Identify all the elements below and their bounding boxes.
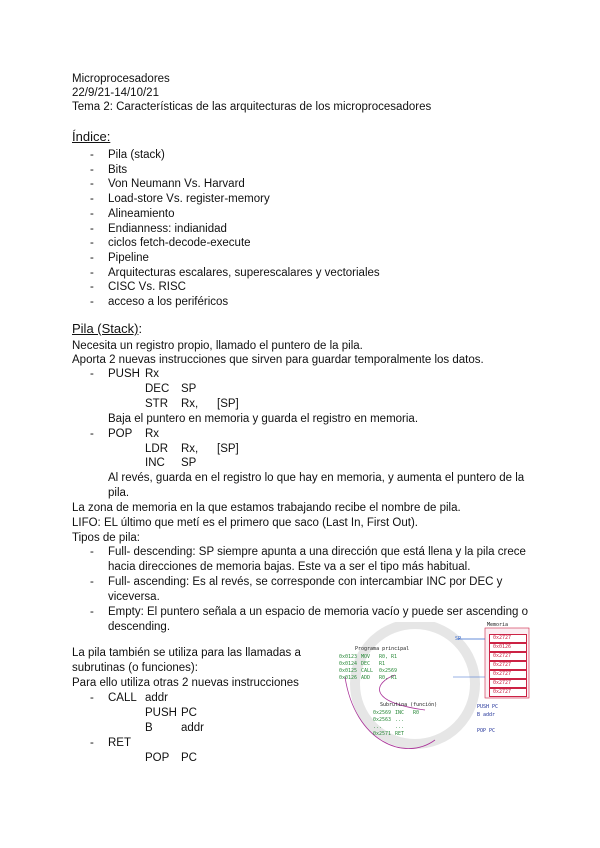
stack-intro-2: Aporta 2 nuevas instrucciones que sirven para guardar temporalmente los datos. — [72, 354, 484, 366]
type-empty-1: Empty: El puntero señala a un espacio de memoria vacío y puede ser ascending o — [108, 606, 528, 618]
topic-title: Tema 2: Características de las arquitecturas de los microprocesadores — [72, 101, 432, 113]
code-op: RET — [395, 731, 405, 737]
memory-cell — [489, 688, 527, 697]
code-addr: 0x0125 — [339, 668, 358, 674]
memory-cell — [489, 679, 527, 688]
memory-cell-value: 0x0126 — [493, 644, 512, 650]
memory-cell-value: 0x2727 — [493, 689, 512, 695]
ret-op: RET — [108, 737, 131, 749]
list-dash: - — [90, 576, 94, 588]
stack-intro-1: Necesita un registro propio, llamado el puntero de la pila. — [72, 340, 363, 352]
list-dash: - — [90, 296, 94, 308]
subroutine-intro-1: La pila también se utiliza para las llamadas a — [72, 647, 301, 659]
subroutine-intro-2: subrutinas (o funciones): — [72, 662, 198, 674]
memory-cell-value: 0x2727 — [493, 653, 512, 659]
list-dash: - — [90, 368, 94, 380]
list-dash: - — [90, 222, 94, 235]
code-op: ... — [395, 717, 405, 723]
index-item: Bits — [108, 163, 128, 176]
pop-ldr-addr: [SP] — [217, 443, 239, 455]
push-dec: DEC — [145, 383, 170, 395]
code-op: INC — [395, 710, 405, 716]
index-item: ciclos fetch-decode-execute — [108, 237, 251, 250]
pop-inc: INC — [145, 457, 165, 469]
code-addr: 0x0124 — [339, 661, 358, 667]
memory-cell-value: 0x2727 — [493, 680, 512, 686]
index-item: acceso a los periféricos — [108, 296, 229, 308]
call-b-arg: addr — [181, 722, 205, 734]
push-arg: Rx — [145, 368, 160, 380]
pop-ldr-arg: Rx, — [181, 443, 199, 455]
index-item: CISC Vs. RISC — [108, 281, 186, 294]
memory-cell — [489, 652, 527, 661]
type-full-descending-2: hacia direcciones de memoria bajas. Este va a ser el tipo más habitual. — [108, 561, 471, 573]
pop-desc-1: Al revés, guarda en el registro lo que hay en memoria, y aumenta el puntero de la — [108, 472, 525, 484]
code-addr: 0x2563 — [373, 717, 392, 723]
push-str-arg: Rx, — [181, 398, 199, 410]
list-dash: - — [90, 266, 94, 279]
list-dash: - — [90, 546, 94, 558]
stack-heading-colon: : — [138, 321, 143, 336]
pop-desc-2: pila. — [108, 487, 130, 499]
memory-cell — [489, 634, 527, 643]
memory-label: Memoria — [487, 622, 509, 628]
push-note-2: B addr — [477, 712, 496, 718]
code-addr: 0x0126 — [339, 675, 358, 681]
ret-pop-arg: PC — [181, 752, 197, 764]
pop-ldr: LDR — [145, 443, 169, 455]
list-dash: - — [90, 251, 94, 264]
stack-heading — [72, 322, 142, 336]
list-dash: - — [90, 237, 94, 250]
list-dash: - — [90, 606, 94, 618]
code-arg: R0, R1 — [379, 675, 398, 681]
push-str: STR — [145, 398, 168, 410]
code-op: ADD — [361, 675, 371, 681]
stack-zone: La zona de memoria en la que estamos trabajando recibe el nombre de pila. — [72, 502, 461, 514]
code-arg: R0 — [413, 710, 420, 716]
list-dash: - — [90, 428, 94, 440]
code-arg: R0, R1 — [379, 654, 398, 660]
code-op: DEC — [361, 661, 371, 667]
memory-cell-value: 0x2727 — [493, 635, 512, 641]
call-op: CALL — [108, 692, 137, 704]
list-dash: - — [90, 193, 94, 206]
pop-note: POP PC — [477, 728, 496, 734]
index-item: Von Neumann Vs. Harvard — [108, 178, 245, 191]
pop-arg: Rx — [145, 428, 160, 440]
code-addr: 0x2569 — [373, 710, 392, 716]
index-item: Load-store Vs. register-memory — [108, 193, 270, 206]
push-str-addr: [SP] — [217, 398, 239, 410]
index-item: Pipeline — [108, 251, 149, 264]
code-addr: 0x2571 — [373, 731, 392, 737]
list-dash: - — [90, 163, 94, 176]
list-dash: - — [90, 692, 94, 704]
subroutine-diagram — [335, 622, 531, 770]
subroutine-label: Subrutina (función) — [380, 702, 438, 708]
code-op: MOV — [361, 654, 371, 660]
code-addr: ... — [373, 724, 383, 730]
memory-cell-value: 0x2727 — [493, 662, 512, 668]
stack-types-title: Tipos de pila: — [72, 532, 140, 544]
push-desc: Baja el puntero en memoria y guarda el registro en memoria. — [108, 413, 419, 425]
memory-cell-value: 0x2727 — [493, 671, 512, 677]
type-full-ascending-2: viceversa. — [108, 591, 160, 603]
memory-cell — [489, 670, 527, 679]
course-title: Microprocesadores — [72, 73, 170, 85]
code-addr: 0x0123 — [339, 654, 358, 660]
index-item: Endianness: indianidad — [108, 222, 227, 235]
pop-inc-arg: SP — [181, 457, 197, 469]
stack-heading-text: Pila (Stack) — [72, 321, 139, 336]
memory-cell — [489, 643, 527, 652]
sp-label: SP — [455, 636, 462, 642]
code-op: CALL — [361, 668, 374, 674]
type-full-descending-1: Full- descending: SP siempre apunta a una dirección que está llena y la pila crece — [108, 546, 526, 558]
index-item: Arquitecturas escalares, superescalares y vectoriales — [108, 266, 380, 279]
index-item: Pila (stack) — [108, 149, 165, 161]
type-full-ascending-1: Full- ascending: Es al revés, se corresponde con intercambiar INC por DEC y — [108, 576, 503, 588]
push-dec-arg: SP — [181, 383, 197, 395]
call-arg: addr — [145, 692, 169, 704]
list-dash: - — [90, 149, 94, 161]
call-b: B — [145, 722, 153, 734]
list-dash: - — [90, 178, 94, 191]
call-push-arg: PC — [181, 707, 197, 719]
subroutine-intro-3: Para ello utiliza otras 2 nuevas instrucciones — [72, 677, 299, 689]
type-empty-2: descending. — [108, 621, 171, 633]
push-op: PUSH — [108, 368, 140, 380]
push-note: PUSH PC — [477, 704, 499, 710]
call-push: PUSH — [145, 707, 177, 719]
list-dash: - — [90, 207, 94, 220]
index-heading: Índice: — [72, 129, 111, 144]
pop-op: POP — [108, 428, 133, 440]
list-dash: - — [90, 737, 94, 749]
memory-cell — [489, 661, 527, 670]
program-label: Programa principal — [355, 646, 410, 652]
date-range: 22/9/21-14/10/21 — [72, 87, 159, 99]
code-arg: 0x2569 — [379, 668, 398, 674]
code-arg: R1 — [379, 661, 386, 667]
index-item: Alineamiento — [108, 207, 175, 220]
list-dash: - — [90, 281, 94, 294]
ret-pop: POP — [145, 752, 170, 764]
stack-lifo: LIFO: EL último que metí es el primero que saco (Last In, First Out). — [72, 517, 418, 529]
code-op: ... — [395, 724, 405, 730]
